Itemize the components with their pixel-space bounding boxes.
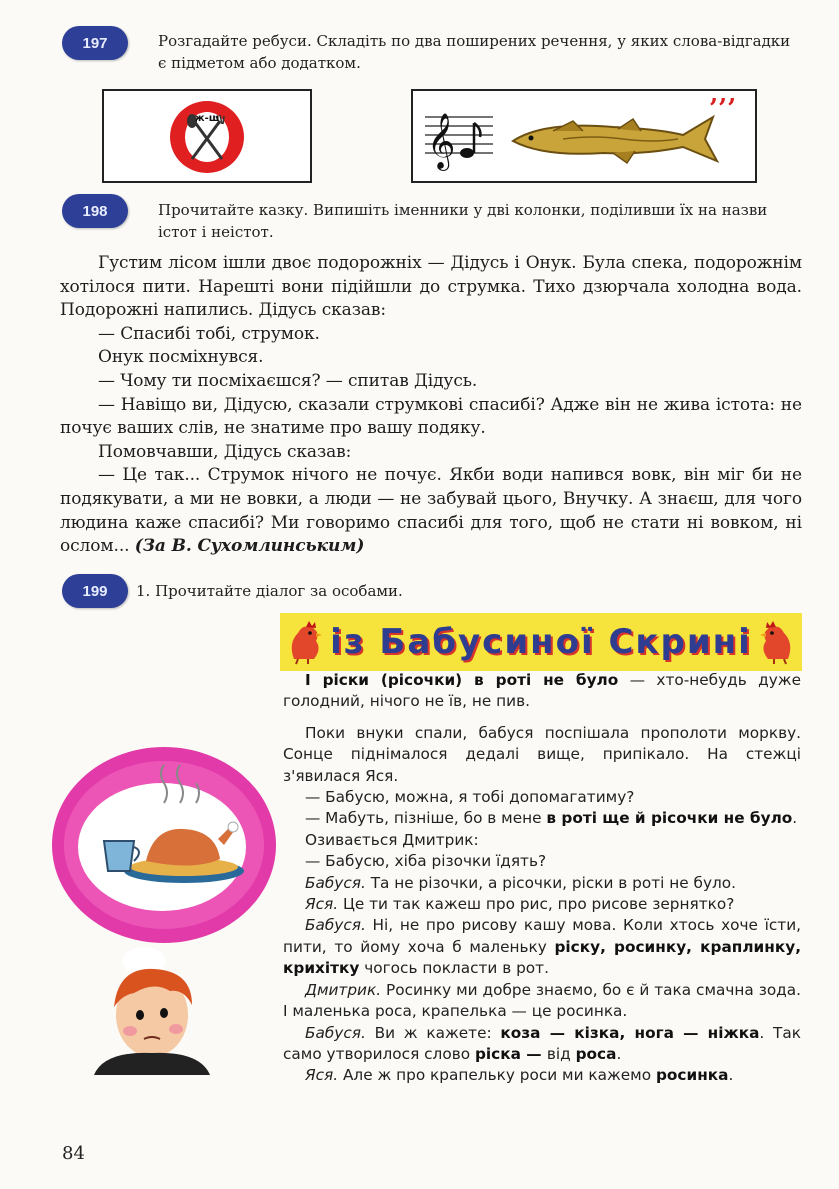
highlight: в роті ще й рісочки не було [546, 809, 793, 828]
story-paragraph: — Чому ти посміхаєшся? — спитав Дідусь. [98, 370, 478, 391]
page-number: 84 [62, 1143, 85, 1164]
idiom: І ріски (рісочки) в роті не було [305, 671, 619, 689]
rebus-left [102, 89, 312, 183]
dialog-text-span: чогось покласти в рот. [359, 959, 549, 978]
story-source: (За В. Сухомлинським) [134, 536, 365, 557]
highlight: ріску, росинку, краплинку, крихітку [283, 937, 801, 978]
task-number-badge: 198 [62, 194, 128, 228]
task-instruction: Розгадайте ребуси. Складіть по два поширених речення, у яких слова-відгадки є підметом або додатком. [158, 32, 791, 72]
rebus-commas: ’’’ [709, 94, 737, 124]
dialog-paragraph: — Бабусю, хіба різочки їдять? [305, 852, 547, 871]
speaker: Яся. [305, 895, 339, 914]
dialog-paragraph: Озивається Дмитрик: [305, 830, 479, 849]
story-paragraph: — Спасибі тобі, струмок. [98, 323, 320, 344]
dialog-paragraph: — Мабуть, пізніше, бо в мене в роті ще й рісочки не було. [305, 809, 798, 828]
dialog-paragraph: Яся. Але ж про крапельку роси ми кажемо росинка. [305, 1066, 734, 1085]
dialog-text-span: . Так само утворилося слово [283, 1023, 801, 1063]
rebus-letters: ж-ш [194, 113, 220, 124]
dialog-paragraph [283, 915, 801, 979]
story-text-span: — Це так... Струмок нічого не почує. Якби води напився вовк, він міг би не подякувати, а ми не вовки, а люди — не забувай цього, Внучку. А знаєш, для чого людина каже спасибі? Ми говоримо спасибі для того, щоб не стати ні вовком, ні ослом... [60, 465, 802, 557]
idiom-definition [283, 670, 801, 713]
speaker: Бабуся. [305, 1023, 366, 1042]
dialog-paragraph [283, 873, 801, 894]
dialog-text-span: Але ж про крапельку роси ми кажемо [338, 1066, 656, 1085]
story-paragraph [60, 464, 802, 558]
highlight: роса [575, 1044, 617, 1063]
treble-clef-note-icon [425, 113, 493, 171]
dialog-text-span: від [546, 1044, 576, 1063]
task-instruction: Прочитайте казку. Випишіть іменники у дві колонки, поділивши їх на назви істот і неістот. [158, 201, 768, 241]
rebus-right-art [413, 91, 755, 181]
pike-fish-icon [513, 117, 717, 163]
highlight: коза — кізка, нога — ніжка [500, 1023, 760, 1042]
dialog-text-span: — Мабуть, пізніше, бо в мене [305, 809, 547, 828]
thinking-boy-illustration [34, 745, 284, 1075]
story-paragraph: Густим лісом ішли двоє подорожніх — Дідусь і Онук. Була спека, подорожнім хотілося пити. Нарешті вони підійшли до струмка. Тихо дзюрчала холодна вода. Подорожні напились. Дідусь сказав: [60, 253, 802, 321]
dialog-text-span: Росинку ми добре знаємо, бо є й така смачна зода. І маленька роса, крапелька — це росинка. [283, 980, 801, 1021]
dialog-paragraph [283, 980, 801, 1023]
task-instruction: 1. Прочитайте діалог за особами. [136, 582, 403, 600]
red-o-with-fork-spoon-icon [104, 91, 310, 181]
section-banner [280, 613, 802, 671]
dialog-paragraph: Поки внуки спали, бабуся поспішала прополоти моркву. Сонце піднімалося дедалі вище, припікало. На стежці з'явилася Яся. [283, 723, 801, 785]
speaker: Бабуся. [305, 916, 366, 935]
idiom-meaning: — хто-небудь дуже голодний, нічого не їв, не пив. [283, 671, 801, 711]
speaker: Бабуся. [305, 873, 366, 892]
task-number-badge: 197 [62, 26, 128, 60]
banner-title: із Бабусиної Скрині [330, 622, 752, 662]
dialog-text-span: Це ти так кажеш про рис, про рисове зернятко? [338, 895, 735, 914]
story-paragraph: Помовчавши, Дідусь сказав: [98, 441, 352, 462]
svg-text:𝄞: 𝄞 [427, 113, 456, 169]
story-text [60, 252, 802, 559]
highlight: ріска — [474, 1044, 547, 1063]
dialog-text-span: Ви ж кажете: [365, 1023, 501, 1042]
dialog-text [283, 670, 801, 1087]
dialog-text-span: Та не різочки, а рісочки, ріски в роті не було. [365, 873, 737, 892]
dialog-text-span: Ні, не про рисову кашу мова. Коли хтось хоче їсти, пити, то йому хоча б маленьку [283, 916, 801, 956]
speaker: Яся. [305, 1066, 339, 1085]
dialog-paragraph: — Бабусю, можна, я тобі допомагатиму? [305, 788, 635, 807]
rebus-right [411, 89, 757, 183]
dialog-paragraph: Бабуся. Ви ж кажете: коза — кізка, нога — ніжка. Так само утворилося слово ріска — від роса. [283, 1023, 801, 1063]
highlight: росинка [655, 1066, 729, 1085]
task-number-badge: 199 [62, 574, 128, 608]
speaker: Дмитрик. [305, 980, 382, 999]
rooster-icon [286, 619, 324, 665]
rooster-icon [758, 619, 796, 665]
story-paragraph: Онук посміхнувся. [98, 347, 264, 368]
story-paragraph: — Навіщо ви, Дідусю, сказали струмкові спасибі? Адже він не жива істота: не почує ваших слів, не знатиме про вашу подяку. [60, 394, 802, 439]
dialog-paragraph [283, 894, 801, 915]
